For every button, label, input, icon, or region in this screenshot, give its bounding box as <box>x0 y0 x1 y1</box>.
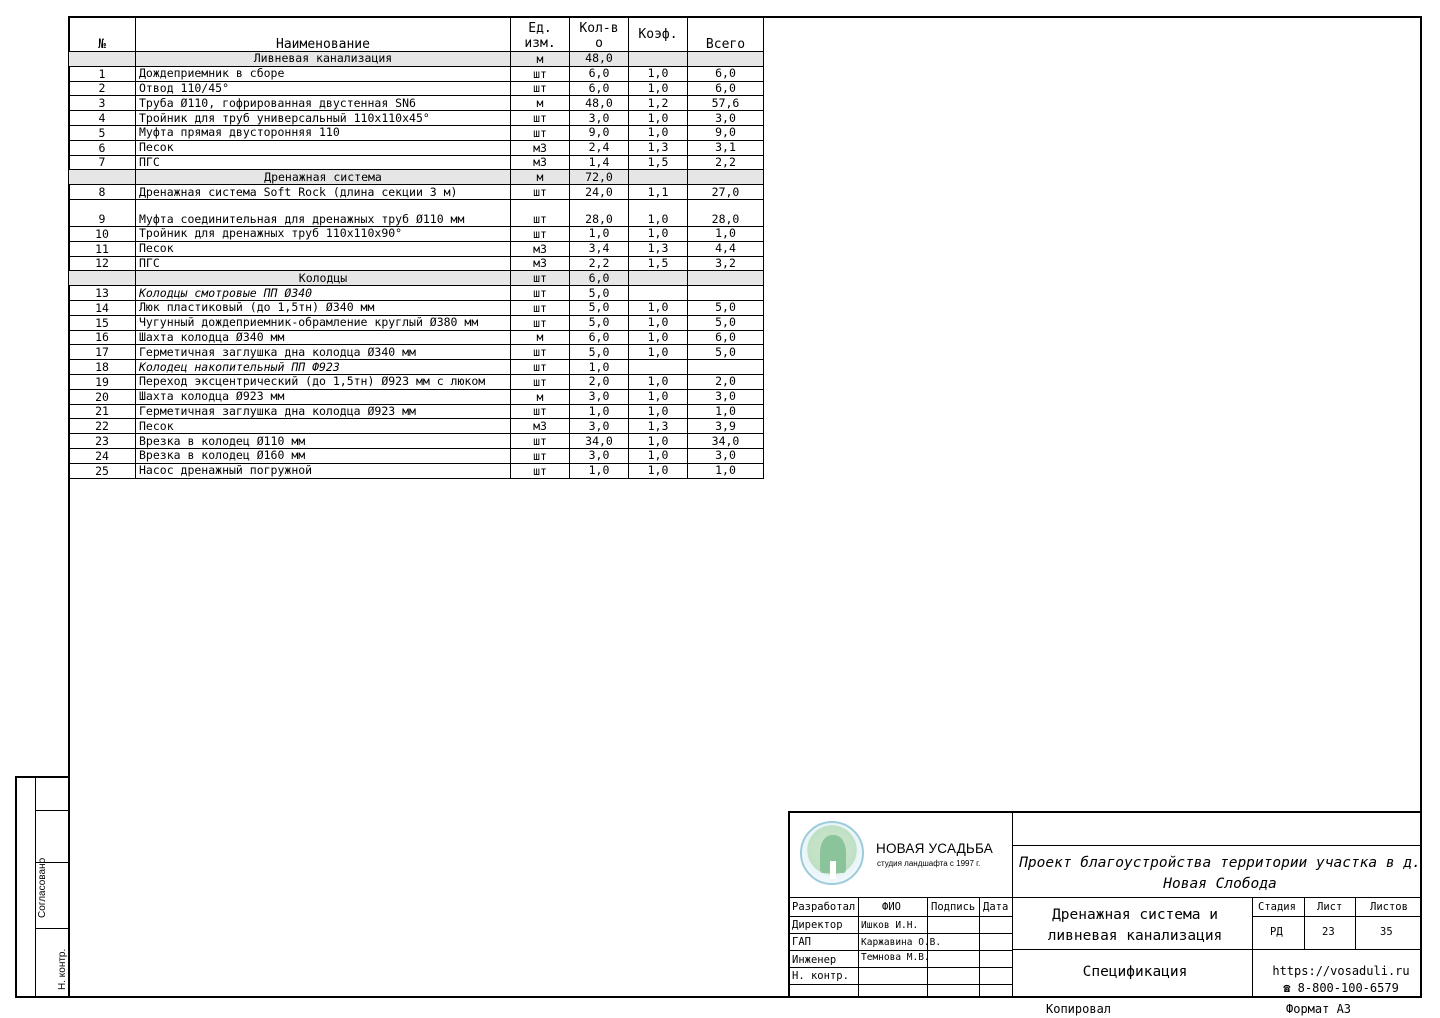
cell-coef: 1,1 <box>629 185 688 200</box>
cell-num: 1 <box>69 66 136 81</box>
cell-unit: шт <box>511 448 570 463</box>
cell-qty: 6,0 <box>570 66 629 81</box>
role-name: Темнова М.В. <box>861 952 930 963</box>
cell-unit: шт <box>511 81 570 96</box>
cell-name: Насос дренажный погружной <box>136 463 511 478</box>
cell-num: 3 <box>69 96 136 111</box>
cell-qty: 3,0 <box>570 111 629 126</box>
cell-total: 28,0 <box>688 199 764 226</box>
website-link[interactable]: https://vosaduli.ru <box>1272 964 1410 978</box>
cell-coef: 1,0 <box>629 434 688 449</box>
cell-total: 3,9 <box>688 419 764 434</box>
cell-name: Врезка в колодец Ø160 мм <box>136 448 511 463</box>
cell-name: ПГС <box>136 256 511 271</box>
cell-total: 1,0 <box>688 226 764 241</box>
cell-coef: 1,0 <box>629 330 688 345</box>
table-row <box>69 66 764 81</box>
cell-num: 16 <box>69 330 136 345</box>
cell-name: Труба Ø110, гофрированная двустенная SN6 <box>136 96 511 111</box>
cell-name: Ливневая канализация <box>136 52 511 67</box>
cell-total: 57,6 <box>688 96 764 111</box>
copied-label: Копировал <box>1046 1002 1112 1016</box>
cell-qty: 1,0 <box>570 404 629 419</box>
cell-unit: шт <box>511 286 570 301</box>
cell-total: 3,2 <box>688 256 764 271</box>
cell-name: Люк пластиковый (до 1,5тн) Ø340 мм <box>136 300 511 315</box>
table-row <box>69 300 764 315</box>
table-row <box>69 434 764 449</box>
role-label: Н. контр. <box>792 970 849 982</box>
cell-num: 4 <box>69 111 136 126</box>
cell-qty: 1,4 <box>570 155 629 170</box>
cell-name: Тройник для труб универсальный 110х110х45° <box>136 111 511 126</box>
tb-line <box>858 897 859 998</box>
cell-unit: шт <box>511 374 570 389</box>
cell-qty: 1,0 <box>570 463 629 478</box>
cell-unit: м <box>511 170 570 185</box>
cell-unit: м <box>511 52 570 67</box>
header-unit-line2: изм. <box>524 36 556 51</box>
table-row <box>69 155 764 170</box>
cell-name: Дождеприемник в сборе <box>136 66 511 81</box>
tb-line <box>1012 845 1422 846</box>
cell-qty: 28,0 <box>570 199 629 226</box>
cell-coef: 1,0 <box>629 345 688 360</box>
cell-name: Тройник для дренажных труб 110х110х90° <box>136 226 511 241</box>
cell-qty: 3,0 <box>570 419 629 434</box>
brand-subtitle: студия ландшафта с 1997 г. <box>877 859 981 868</box>
cell-unit: м <box>511 330 570 345</box>
cell-total: 2,2 <box>688 155 764 170</box>
cell-total: 3,0 <box>688 448 764 463</box>
tb-line <box>979 897 980 998</box>
cell-name: Колодцы <box>136 271 511 286</box>
table-row <box>69 360 764 375</box>
cell-qty: 1,0 <box>570 226 629 241</box>
cell-qty: 24,0 <box>570 185 629 200</box>
header-unit-line1: Ед. <box>528 21 552 36</box>
stage-label: Стадия <box>1258 901 1296 913</box>
cell-coef: 1,3 <box>629 140 688 155</box>
cell-qty: 48,0 <box>570 96 629 111</box>
cell-unit: м3 <box>511 155 570 170</box>
cell-coef: 1,0 <box>629 111 688 126</box>
table-row <box>69 241 764 256</box>
cell-total: 6,0 <box>688 81 764 96</box>
cell-num <box>69 170 136 185</box>
cell-qty: 2,0 <box>570 374 629 389</box>
stamp-norm-control-label: Н. контр. <box>57 948 68 990</box>
sheets-value: 35 <box>1380 926 1393 938</box>
side-approval-stamp <box>15 776 69 998</box>
cell-coef <box>629 170 688 185</box>
table-row <box>69 199 764 226</box>
tb-line <box>1304 897 1305 949</box>
cell-unit: шт <box>511 404 570 419</box>
cell-coef: 1,0 <box>629 463 688 478</box>
sheet-label: Лист <box>1317 901 1343 913</box>
cell-unit: шт <box>511 125 570 140</box>
cell-num: 17 <box>69 345 136 360</box>
cell-total <box>688 360 764 375</box>
cell-coef: 1,0 <box>629 300 688 315</box>
cell-num <box>69 52 136 67</box>
cell-unit: шт <box>511 300 570 315</box>
name-header: ФИО <box>882 901 901 913</box>
table-row <box>69 448 764 463</box>
cell-total <box>688 52 764 67</box>
cell-coef: 1,0 <box>629 448 688 463</box>
cell-num: 20 <box>69 389 136 404</box>
cell-total: 3,0 <box>688 389 764 404</box>
cell-name: Дренажная система Soft Rock (длина секции 3 м) <box>136 185 511 200</box>
cell-coef: 1,0 <box>629 315 688 330</box>
contacts <box>1258 963 1424 997</box>
table-group-row <box>69 52 764 67</box>
cell-qty: 2,4 <box>570 140 629 155</box>
cell-total: 2,0 <box>688 374 764 389</box>
table-header <box>69 17 764 52</box>
cell-qty: 34,0 <box>570 434 629 449</box>
cell-coef <box>629 286 688 301</box>
cell-coef <box>629 52 688 67</box>
cell-num: 14 <box>69 300 136 315</box>
table-row <box>69 345 764 360</box>
cell-num: 9 <box>69 199 136 226</box>
cell-unit: шт <box>511 463 570 478</box>
cell-total: 1,0 <box>688 463 764 478</box>
cell-num: 12 <box>69 256 136 271</box>
sign-header: Подпись <box>931 901 976 913</box>
cell-coef: 1,5 <box>629 256 688 271</box>
tb-line <box>1012 813 1013 998</box>
date-header: Дата <box>983 901 1009 913</box>
cell-qty: 3,4 <box>570 241 629 256</box>
cell-unit: шт <box>511 66 570 81</box>
cell-qty: 2,2 <box>570 256 629 271</box>
cell-unit: м <box>511 389 570 404</box>
header-qty-line1: Кол-в <box>579 21 619 36</box>
cell-name: Колодцы смотровые ПП Ø340 <box>136 286 511 301</box>
sheets-label: Листов <box>1370 901 1408 913</box>
cell-unit: шт <box>511 199 570 226</box>
brand-name: НОВАЯ УСАДЬБА <box>876 841 993 856</box>
cell-name: Врезка в колодец Ø110 мм <box>136 434 511 449</box>
header-qty <box>570 17 629 52</box>
cell-name: Шахта колодца Ø923 мм <box>136 389 511 404</box>
cell-unit: шт <box>511 345 570 360</box>
cell-qty: 3,0 <box>570 389 629 404</box>
cell-name: Отвод 110/45° <box>136 81 511 96</box>
cell-num <box>69 271 136 286</box>
role-label: Инженер <box>792 954 837 966</box>
cell-name: Шахта колодца Ø340 мм <box>136 330 511 345</box>
table-row <box>69 404 764 419</box>
table-row <box>69 125 764 140</box>
cell-num: 19 <box>69 374 136 389</box>
format-label: Формат А3 <box>1286 1002 1352 1016</box>
stamp-line <box>35 810 69 811</box>
title-block <box>788 811 1422 998</box>
table-row <box>69 374 764 389</box>
cell-unit: шт <box>511 360 570 375</box>
cell-qty: 6,0 <box>570 81 629 96</box>
cell-total: 27,0 <box>688 185 764 200</box>
cell-total: 5,0 <box>688 315 764 330</box>
table-body <box>69 52 764 479</box>
table-row <box>69 111 764 126</box>
cell-total: 1,0 <box>688 404 764 419</box>
role-header: Разработал <box>792 901 856 913</box>
cell-name: Муфта соединительная для дренажных труб Ø110 мм <box>136 199 511 226</box>
cell-total: 5,0 <box>688 300 764 315</box>
cell-name: Герметичная заглушка дна колодца Ø340 мм <box>136 345 511 360</box>
header-qty-line2: о <box>595 36 603 51</box>
cell-num: 2 <box>69 81 136 96</box>
cell-unit: шт <box>511 434 570 449</box>
cell-coef: 1,3 <box>629 241 688 256</box>
cell-coef: 1,0 <box>629 226 688 241</box>
sheet-title: Дренажная система и ливневая канализация <box>1047 907 1223 944</box>
table-group-row <box>69 271 764 286</box>
cell-num: 8 <box>69 185 136 200</box>
cell-unit: м3 <box>511 256 570 271</box>
cell-coef: 1,0 <box>629 389 688 404</box>
cell-unit: м3 <box>511 419 570 434</box>
cell-unit: м <box>511 96 570 111</box>
cell-coef <box>629 271 688 286</box>
cell-qty: 5,0 <box>570 286 629 301</box>
cell-total <box>688 286 764 301</box>
cell-name: ПГС <box>136 155 511 170</box>
cell-total <box>688 170 764 185</box>
cell-num: 10 <box>69 226 136 241</box>
cell-qty: 72,0 <box>570 170 629 185</box>
cell-coef: 1,0 <box>629 66 688 81</box>
table-row <box>69 389 764 404</box>
header-unit <box>511 17 570 52</box>
cell-coef: 1,2 <box>629 96 688 111</box>
cell-total: 5,0 <box>688 345 764 360</box>
cell-total: 6,0 <box>688 330 764 345</box>
header-total: Всего <box>688 17 764 52</box>
cell-qty: 1,0 <box>570 360 629 375</box>
specification-table <box>68 16 764 479</box>
cell-num: 25 <box>69 463 136 478</box>
table-row <box>69 463 764 478</box>
cell-num: 22 <box>69 419 136 434</box>
stamp-agreed-label: Согласовано <box>37 857 48 918</box>
cell-unit: м3 <box>511 241 570 256</box>
table-group-row <box>69 170 764 185</box>
cell-unit: шт <box>511 271 570 286</box>
table-row <box>69 286 764 301</box>
tb-line <box>1252 916 1422 917</box>
cell-coef: 1,0 <box>629 81 688 96</box>
cell-coef: 1,5 <box>629 155 688 170</box>
cell-coef: 1,0 <box>629 404 688 419</box>
cell-num: 7 <box>69 155 136 170</box>
cell-num: 18 <box>69 360 136 375</box>
cell-total: 3,0 <box>688 111 764 126</box>
tb-line <box>1012 949 1422 950</box>
cell-coef <box>629 360 688 375</box>
table-row <box>69 226 764 241</box>
cell-name: Герметичная заглушка дна колодца Ø923 мм <box>136 404 511 419</box>
sheet-value: 23 <box>1322 926 1335 938</box>
table-row <box>69 419 764 434</box>
role-name: Каржавина О.В. <box>861 937 942 948</box>
cell-num: 24 <box>69 448 136 463</box>
cell-coef: 1,0 <box>629 199 688 226</box>
cell-total: 9,0 <box>688 125 764 140</box>
project-title: Проект благоустройства территории участка в д. Новая Слобода <box>1019 855 1421 892</box>
cell-num: 11 <box>69 241 136 256</box>
table-row <box>69 81 764 96</box>
tb-line <box>790 897 1422 898</box>
cell-name: Чугунный дождеприемник-обрамление круглый Ø380 мм <box>136 315 511 330</box>
stamp-line <box>35 928 69 929</box>
cell-total: 6,0 <box>688 66 764 81</box>
tb-line <box>1355 897 1356 949</box>
cell-qty: 3,0 <box>570 448 629 463</box>
cell-num: 13 <box>69 286 136 301</box>
cell-total: 4,4 <box>688 241 764 256</box>
role-name: Ишков И.Н. <box>861 920 919 931</box>
stage-value: РД <box>1270 926 1283 938</box>
cell-num: 23 <box>69 434 136 449</box>
role-label: Директор <box>792 919 843 931</box>
cell-qty: 6,0 <box>570 330 629 345</box>
cell-qty: 5,0 <box>570 315 629 330</box>
cell-name: Песок <box>136 241 511 256</box>
tree-logo-icon <box>800 821 864 885</box>
cell-qty: 48,0 <box>570 52 629 67</box>
cell-total: 34,0 <box>688 434 764 449</box>
cell-unit: шт <box>511 111 570 126</box>
cell-num: 21 <box>69 404 136 419</box>
document-title: Спецификация <box>1082 964 1188 980</box>
cell-unit: м3 <box>511 140 570 155</box>
cell-num: 5 <box>69 125 136 140</box>
header-coef: Коэф. <box>629 17 688 52</box>
cell-qty: 6,0 <box>570 271 629 286</box>
role-label: ГАП <box>792 936 811 948</box>
cell-num: 6 <box>69 140 136 155</box>
cell-coef: 1,3 <box>629 419 688 434</box>
cell-name: Переход эксцентрический (до 1,5тн) Ø923 мм с люком <box>136 374 511 389</box>
cell-name: Дренажная система <box>136 170 511 185</box>
phone-number: ☎ 8-800-100-6579 <box>1283 981 1399 995</box>
cell-unit: шт <box>511 185 570 200</box>
table-row <box>69 256 764 271</box>
table-row <box>69 315 764 330</box>
header-num: № <box>69 17 136 52</box>
cell-total <box>688 271 764 286</box>
header-name: Наименование <box>136 17 511 52</box>
cell-name: Муфта прямая двусторонняя 110 <box>136 125 511 140</box>
cell-coef: 1,0 <box>629 125 688 140</box>
logo-trunk-shape <box>830 861 836 879</box>
cell-unit: шт <box>511 315 570 330</box>
cell-total: 3,1 <box>688 140 764 155</box>
table-row <box>69 96 764 111</box>
table-row <box>69 140 764 155</box>
cell-qty: 9,0 <box>570 125 629 140</box>
cell-name: Колодец накопительный ПП Ф923 <box>136 360 511 375</box>
cell-qty: 5,0 <box>570 300 629 315</box>
cell-qty: 5,0 <box>570 345 629 360</box>
cell-name: Песок <box>136 419 511 434</box>
cell-unit: шт <box>511 226 570 241</box>
cell-name: Песок <box>136 140 511 155</box>
cell-coef: 1,0 <box>629 374 688 389</box>
table-row <box>69 185 764 200</box>
table-row <box>69 330 764 345</box>
cell-num: 15 <box>69 315 136 330</box>
